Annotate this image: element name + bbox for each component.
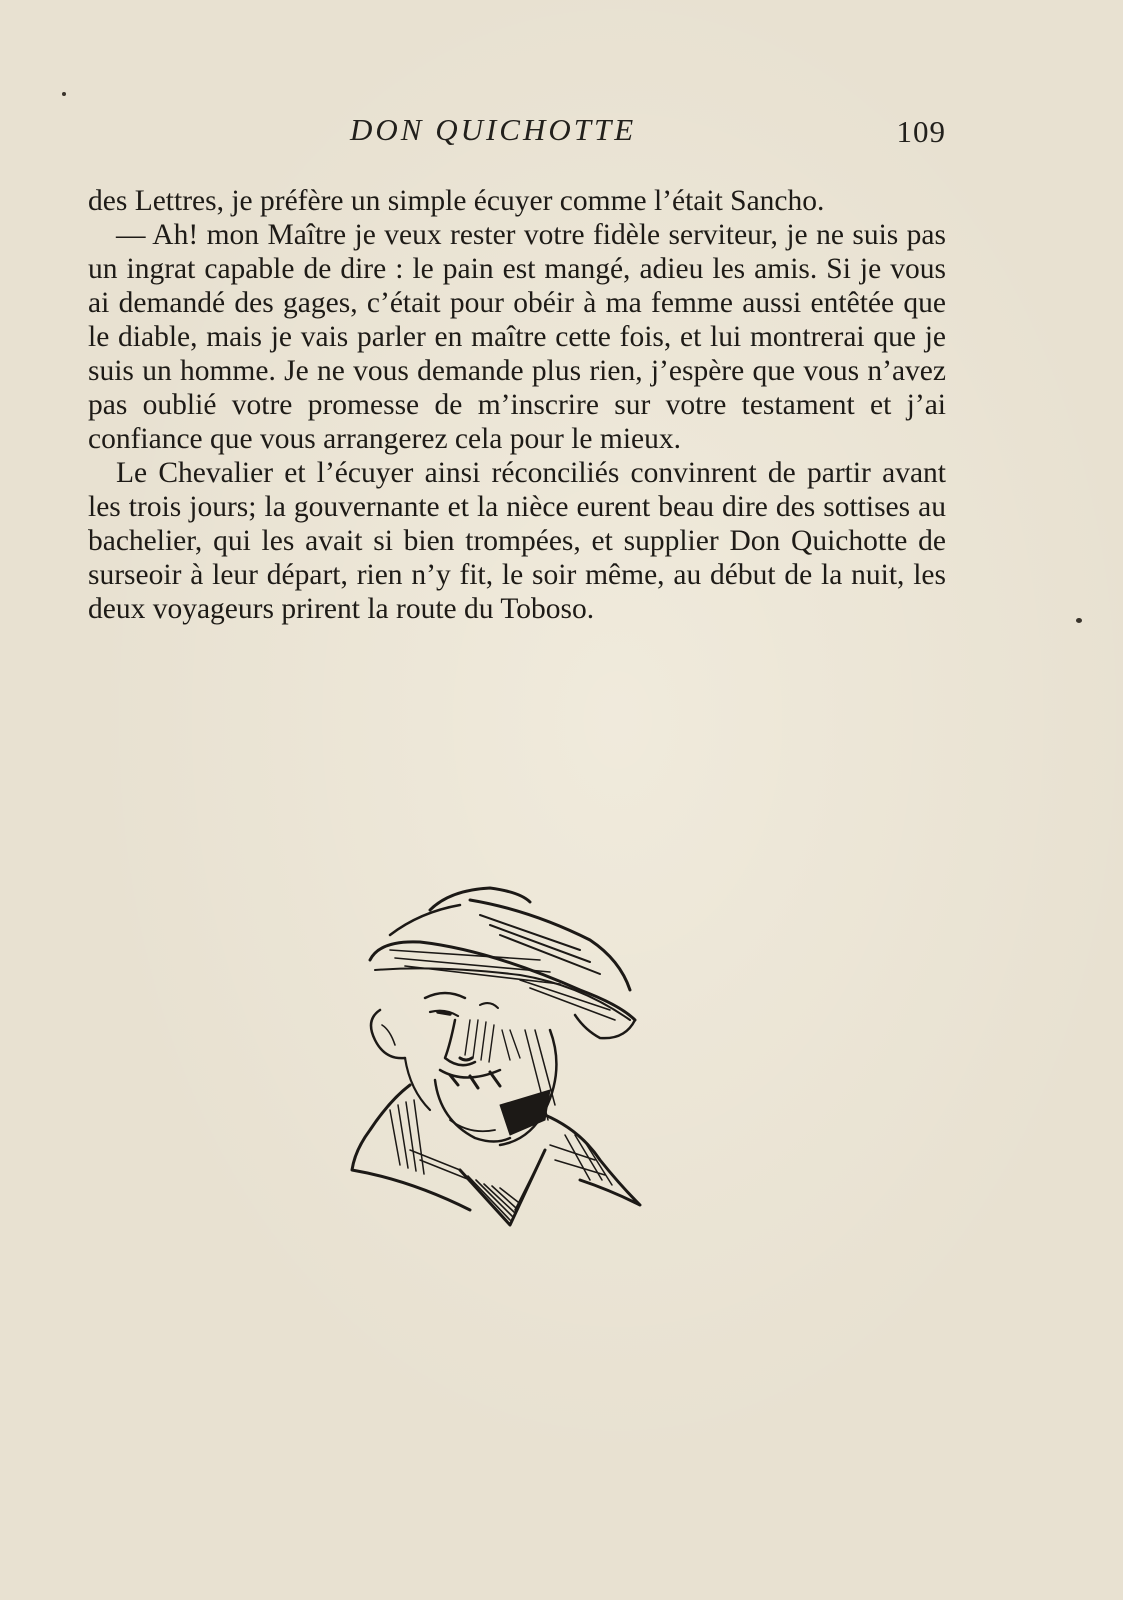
sancho-head-engraving-icon [350,880,650,1260]
page-number: 109 [896,114,946,149]
running-title: DON QUICHOTTE [350,112,637,147]
paragraph-dialogue: — Ah! mon Maître je veux rester votre fidèle serviteur, je ne suis pas un ingrat capable de dire : le pain est mangé, adieu les amis. Si je vous ai demandé des gages, c’était pour obéir à ma femme aussi entêtée que le diable, mais je vais parler en maître cette fois, et lui montrerai que je suis un homme. Je ne vous demande plus rien, j’espère que vous n’avez pas oublié votre promesse de m’inscrire sur votre testament et j’ai confiance que vous arrangerez cela pour le mieux. [88,219,946,455]
paragraph-continuation: des Lettres, je préfère un simple écuyer comme l’était Sancho. [88,185,825,217]
paragraph-narration: Le Chevalier et l’écuyer ainsi réconciliés convinrent de partir avant les trois jours; la gouvernante et la nièce eurent beau dire des sottises au bachelier, qui les avait si bien trompées, et supplier Don Quichotte de surseoir à leur départ, rien n’y fit, le soir même, au début de la nuit, les deux voyageurs prirent la route du Toboso. [88,457,946,625]
body-text [88,184,946,626]
paper-speck [62,92,66,96]
page-header [88,112,946,156]
paper-speck [1076,618,1082,623]
